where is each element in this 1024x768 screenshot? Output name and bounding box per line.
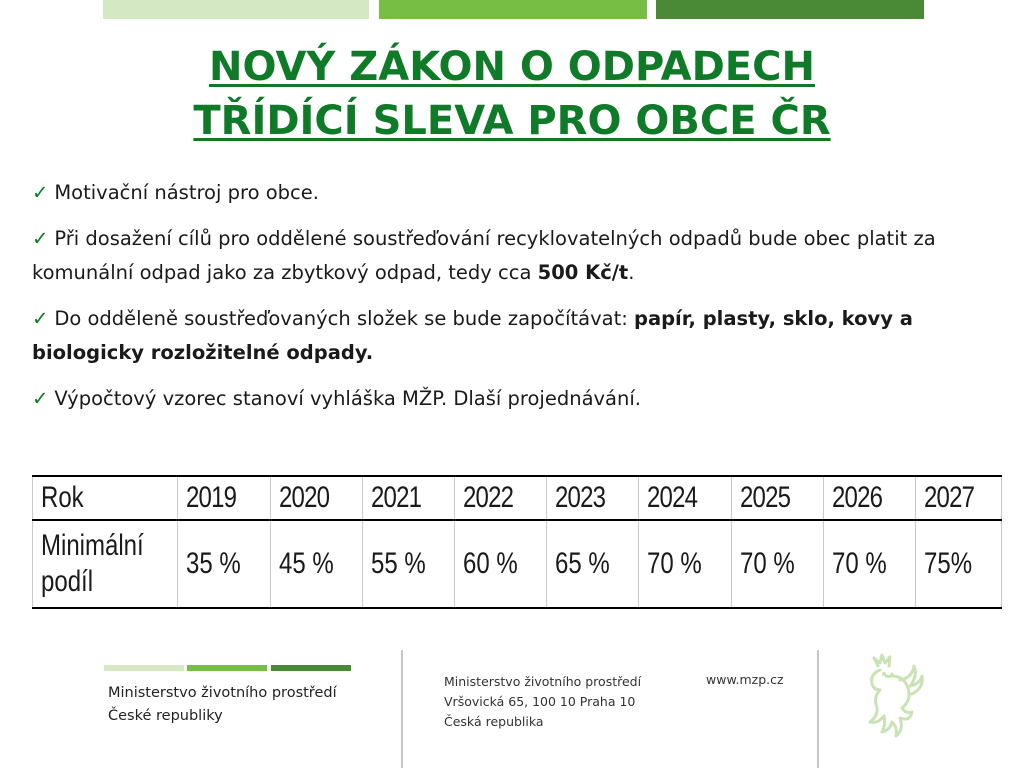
lion-emblem-icon <box>850 652 930 742</box>
top-bar-light <box>103 0 369 19</box>
table-row-years <box>33 476 1002 520</box>
year-cell: 2021 <box>362 476 454 520</box>
year-cell: 2023 <box>547 476 639 520</box>
check-icon: ✓ <box>32 181 49 204</box>
bullet-list <box>32 176 992 428</box>
year-cell: 2022 <box>454 476 546 520</box>
address-line-3: Česká republika <box>444 714 544 729</box>
bullet-1 <box>32 176 992 210</box>
share-cell: 70 % <box>731 520 823 608</box>
share-cell: 75% <box>915 520 1001 608</box>
check-icon: ✓ <box>32 307 49 330</box>
title-line-1: NOVÝ ZÁKON O ODPADECH <box>209 44 815 90</box>
bullet-3-text: Do odděleně soustřeďovaných složek se bude započítávat: <box>54 307 634 330</box>
year-cell: 2025 <box>731 476 823 520</box>
share-cell: 45 % <box>270 520 362 608</box>
address-line-1: Ministerstvo životního prostředí <box>444 674 642 689</box>
ministry-logo-text <box>108 682 337 728</box>
bullet-2-bold: 500 Kč/t <box>537 261 629 284</box>
footer-bar-dark <box>271 665 351 671</box>
share-cell: 70 % <box>639 520 731 608</box>
share-cell: 55 % <box>362 520 454 608</box>
table-row-shares <box>33 520 1002 608</box>
title-line-2: TŘÍDÍCÍ SLEVA PRO OBCE ČR <box>193 98 831 144</box>
website-link[interactable]: www.mzp.cz <box>706 672 784 687</box>
footer-bar-mid <box>187 665 267 671</box>
targets-table <box>32 475 1002 609</box>
page-title <box>0 40 1024 148</box>
bullet-4 <box>32 382 992 416</box>
footer-divider <box>817 650 819 768</box>
top-bar-dark <box>656 0 924 19</box>
bullet-1-text: Motivační nástroj pro obce. <box>54 181 319 204</box>
share-cell: 70 % <box>823 520 915 608</box>
share-cell: 60 % <box>454 520 546 608</box>
year-cell: 2024 <box>639 476 731 520</box>
bullet-2-end: . <box>628 261 635 284</box>
share-cell: 35 % <box>178 520 270 608</box>
row-label-share: Minimální podíl <box>33 520 178 608</box>
footer-divider <box>401 650 403 768</box>
address-block <box>444 672 641 732</box>
year-cell: 2020 <box>270 476 362 520</box>
bullet-3 <box>32 302 992 370</box>
address-line-2: Vršovická 65, 100 10 Praha 10 <box>444 694 636 709</box>
ministry-line-1: Ministerstvo životního prostředí <box>108 685 337 701</box>
bullet-2-text: Při dosažení cílů pro oddělené soustřeďování recyklovatelných odpadů bude obec platit za komunální odpad jako za zbytkový odpad, tedy cca <box>32 227 936 284</box>
year-cell: 2027 <box>915 476 1001 520</box>
footer-bar-light <box>104 665 184 671</box>
year-cell: 2019 <box>178 476 270 520</box>
bullet-2 <box>32 222 992 290</box>
bullet-3-bold: papír, plasty, sklo, kovy a biologicky rozložitelné odpady. <box>32 307 913 364</box>
check-icon: ✓ <box>32 387 49 410</box>
row-label-year: Rok <box>33 476 178 520</box>
ministry-line-2: České republiky <box>108 708 223 724</box>
bullet-4-text: Výpočtový vzorec stanoví vyhláška MŽP. Dlaší projednávání. <box>54 387 641 410</box>
year-cell: 2026 <box>823 476 915 520</box>
check-icon: ✓ <box>32 227 49 250</box>
share-cell: 65 % <box>547 520 639 608</box>
top-bar-mid <box>379 0 647 19</box>
